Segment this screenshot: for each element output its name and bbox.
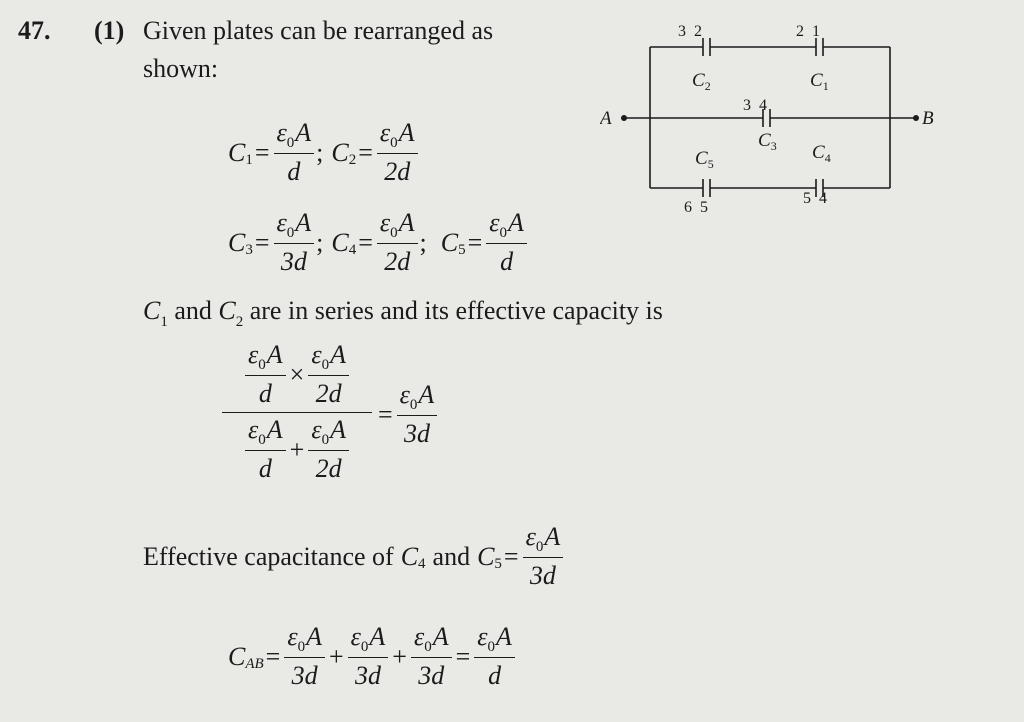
plate-numbers-middle: 3 4 [743,97,767,114]
equation-c3-c4-c5: C 3 = $\frac{\varepsilon_0A}{3d}$ ; C 4 = $\frac{\varepsilon_0A}{2d}$ ; C 5 = $\frac{\varepsilon_0A}{d}$ [228,208,529,278]
answer-option: (1) [94,16,125,45]
plate-numbers-top-left: 3 2 [678,23,702,40]
node-a-dot [621,115,627,121]
effective-c4-c5: Effective capacitance of C 4 and C 5 = $\frac{\varepsilon_0A}{3d}$ [143,522,565,592]
problem-number: 47. [18,16,51,45]
fraction-c4: $\frac{\varepsilon_0A}{2d}$ [377,208,418,278]
label-c4: $C_4$ [812,142,831,165]
series-statement: $C_1$ and $C_2$ are in series and its effective capacity is [143,296,663,330]
label-c2: $C_2$ [692,70,711,93]
fraction-c2: $\frac{\varepsilon_0A}{2d}$ [377,118,418,188]
series-compound-fraction: $\frac{\varepsilon_0A}{d}$ × $\frac{\varepsilon_0A}{2d}$ $\frac{\varepsilon_0A}{d}$ + $\frac{\varepsilon_0A}{2d}$ [222,340,372,485]
fraction-c1: $\frac{\varepsilon_0A}{d}$ [274,118,315,188]
node-a-label: A [600,108,612,129]
fraction-c3: $\frac{\varepsilon_0A}{3d}$ [274,208,315,278]
intro-line-1: Given plates can be rearranged as [143,16,494,45]
fraction-c5: $\frac{\varepsilon_0A}{d}$ [486,208,527,278]
label-c1: $C_1$ [810,70,829,93]
label-c3: $C_3$ [758,130,777,153]
plate-numbers-bottom-left: 6 5 [684,199,708,216]
node-b-label: B [922,108,934,129]
intro-line-2: shown: [143,54,219,83]
node-b-dot [913,115,919,121]
series-result: = $\frac{\varepsilon_0A}{3d}$ [376,380,439,450]
plate-numbers-top-right: 2 1 [796,23,820,40]
equation-cab: C AB = $\frac{\varepsilon_0A}{3d}$ + $\frac{\varepsilon_0A}{3d}$ + $\frac{\varepsilon_0A}{3d}$ = $\frac{\varepsilon_0A}{d}$ [228,622,517,692]
equation-c1-c2: C 1 = $\frac{\varepsilon_0A}{d}$ ; C 2 = $\frac{\varepsilon_0A}{2d}$ [228,118,420,188]
plate-numbers-bottom-right: 5 4 [803,190,827,207]
label-c5: $C_5$ [695,148,714,171]
capacitor-circuit-diagram [600,20,940,220]
